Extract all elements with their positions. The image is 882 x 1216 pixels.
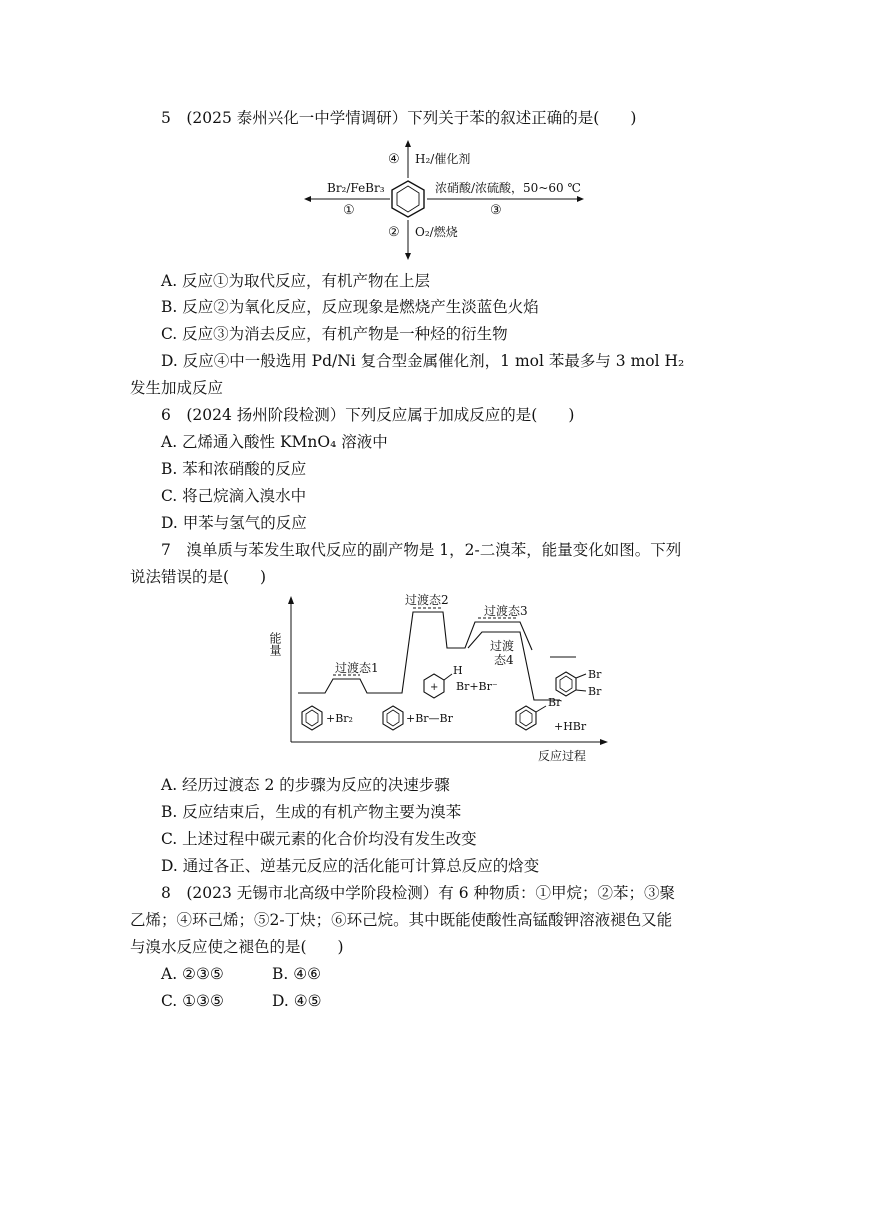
q6-option-a: A. 乙烯通入酸性 KMnO₄ 溶液中 — [161, 433, 388, 451]
species2-label: +Br—Br — [406, 712, 453, 725]
ts3-label: 过渡态3 — [484, 604, 528, 618]
svg-text:+: + — [430, 682, 439, 693]
q6-stem: 6 (2024 扬州阶段检测）下列反应属于加成反应的是( ) — [161, 406, 575, 424]
species3-label: Br+Br⁻ — [456, 680, 498, 693]
species5-br2-label: Br — [588, 685, 602, 698]
q5-option-b: B. 反应②为氧化反应，反应现象是燃烧产生淡蓝色火焰 — [161, 298, 539, 316]
q7-option-b: B. 反应结束后，生成的有机产物主要为溴苯 — [161, 803, 462, 821]
q5-option-c: C. 反应③为消去反应，有机产物是一种烃的衍生物 — [161, 325, 508, 343]
reaction-2-reagent: O₂/燃烧 — [415, 225, 458, 239]
q8-stem-cont-1: 乙烯；④环己烯；⑤2-丁炔；⑥环己烷。其中既能使酸性高锰酸钾溶液褪色又能 — [130, 911, 673, 929]
q7-option-c: C. 上述过程中碳元素的化合价均没有发生改变 — [161, 830, 477, 848]
ts2-label: 过渡态2 — [405, 593, 449, 607]
reaction-4-number: ④ — [388, 152, 400, 167]
ts4-label-line2: 态4 — [494, 653, 514, 667]
q5-option-a: A. 反应①为取代反应，有机产物在上层 — [161, 272, 431, 290]
ts1-label: 过渡态1 — [335, 661, 379, 675]
q8-stem: 8 (2023 无锡市北高级中学阶段检测）有 6 种物质：①甲烷；②苯；③聚 — [161, 884, 675, 902]
q5-stem: 5 (2025 泰州兴化一中学情调研）下列关于苯的叙述正确的是( ) — [161, 109, 637, 127]
q7-option-a: A. 经历过渡态 2 的步骤为反应的决速步骤 — [161, 776, 450, 794]
reaction-2-number: ② — [388, 225, 400, 240]
ts4-label-line1: 过渡 — [490, 639, 515, 653]
species4-label: +HBr — [554, 720, 587, 733]
q8-stem-cont-2: 与溴水反应使之褪色的是( ) — [130, 938, 344, 956]
q7-stem-cont: 说法错误的是( ) — [130, 568, 267, 586]
q5-option-d: D. 反应④中一般选用 Pd/Ni 复合型金属催化剂，1 mol 苯最多与 3 mol H₂ — [161, 352, 685, 370]
q5-option-d-cont: 发生加成反应 — [130, 379, 224, 397]
q6-option-c: C. 将己烷滴入溴水中 — [161, 487, 307, 505]
reaction-1-number: ① — [343, 203, 355, 218]
species4-br-label: Br — [548, 696, 562, 709]
q7-stem: 7 溴单质与苯发生取代反应的副产物是 1，2-二溴苯，能量变化如图。下列 — [161, 541, 682, 559]
species5-br1-label: Br — [588, 668, 602, 681]
species3-h-label: H — [453, 664, 463, 677]
reaction-4-reagent: H₂/催化剂 — [415, 152, 471, 166]
q8-option-d: D. ④⑤ — [272, 992, 322, 1010]
species1-label: +Br₂ — [326, 712, 353, 725]
q6-option-b: B. 苯和浓硝酸的反应 — [161, 460, 307, 478]
q8-option-a: A. ②③⑤ — [161, 965, 224, 983]
reaction-1-reagent: Br₂/FeBr₃ — [327, 181, 385, 195]
q8-option-b: B. ④⑥ — [272, 965, 322, 983]
reaction-3-reagent: 浓硝酸/浓硫酸，50~60 ℃ — [435, 181, 581, 195]
x-axis-label: 反应过程 — [538, 749, 587, 763]
q6-option-d: D. 甲苯与氢气的反应 — [161, 514, 307, 532]
energy-profile-diagram — [270, 592, 610, 764]
q7-option-d: D. 通过各正、逆基元反应的活化能可计算总反应的焓变 — [161, 857, 540, 875]
y-axis-label: 能量 — [268, 632, 282, 656]
q8-option-c: C. ①③⑤ — [161, 992, 224, 1010]
reaction-3-number: ③ — [490, 203, 502, 218]
benzene-reaction-diagram — [300, 138, 600, 264]
